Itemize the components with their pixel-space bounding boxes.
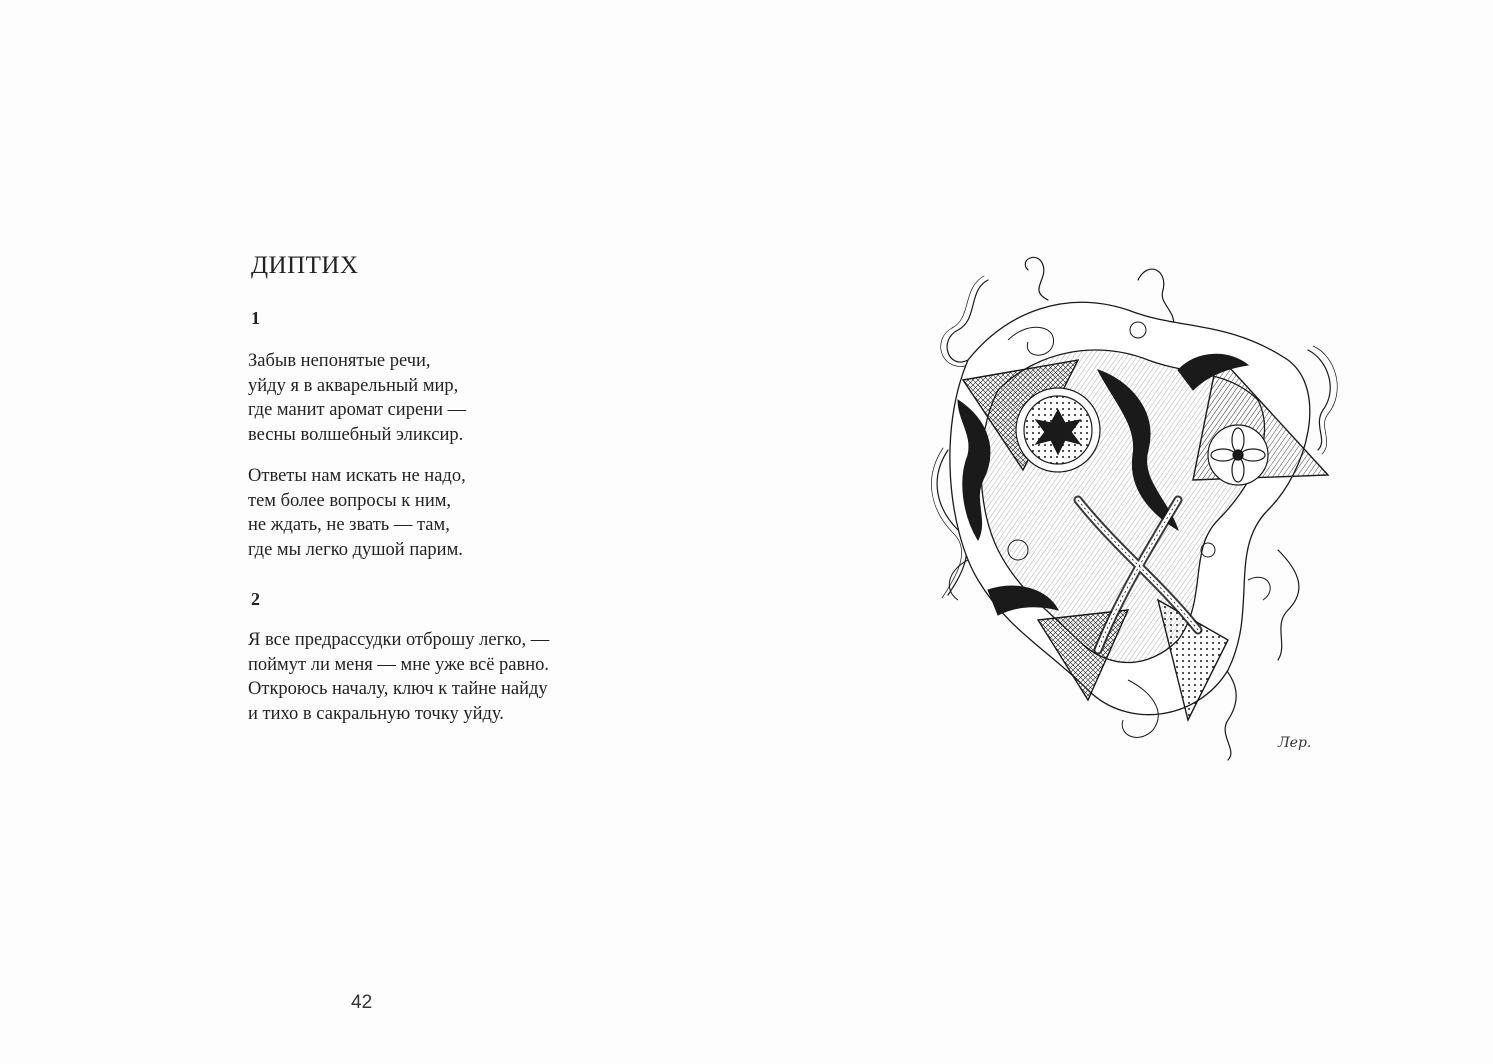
stanza-line: где манит аромат сирени — (248, 400, 467, 420)
left-page (0, 0, 746, 1064)
stanza-line: Ответы нам искать не надо, (248, 466, 466, 486)
stanza-line: Забыв непонятые речи, (248, 351, 431, 371)
stanza-2 (248, 464, 466, 562)
stanza-line: весны волшебный эликсир. (248, 424, 464, 445)
part-number-2: 2 (251, 589, 260, 609)
ink-illustration (928, 250, 1348, 770)
part-number-1: 1 (251, 308, 260, 328)
stanza-line: Откроюсь началу, ключ к тайне найду (248, 679, 548, 699)
stanza-line: поймут ли меня — мне уже всё равно. (248, 654, 550, 675)
stanza-line: тем более вопросы к ним, (248, 490, 452, 511)
page-number: 42 (351, 992, 373, 1013)
stanza-line: Я все предрассудки отброшу легко, — (248, 630, 550, 650)
stanza-3 (248, 628, 549, 726)
artist-signature: Лер. (1278, 735, 1312, 751)
poem-title: ДИПТИХ (251, 252, 359, 279)
stanza-line: где мы легко душой парим. (248, 539, 463, 560)
stanza-line: и тихо в сакральную точку уйду. (248, 703, 504, 724)
stanza-line: уйду я в акварельный мир, (248, 375, 459, 396)
stanza-line: не ждать, не звать — там, (248, 515, 450, 535)
stanza-1 (248, 349, 466, 447)
